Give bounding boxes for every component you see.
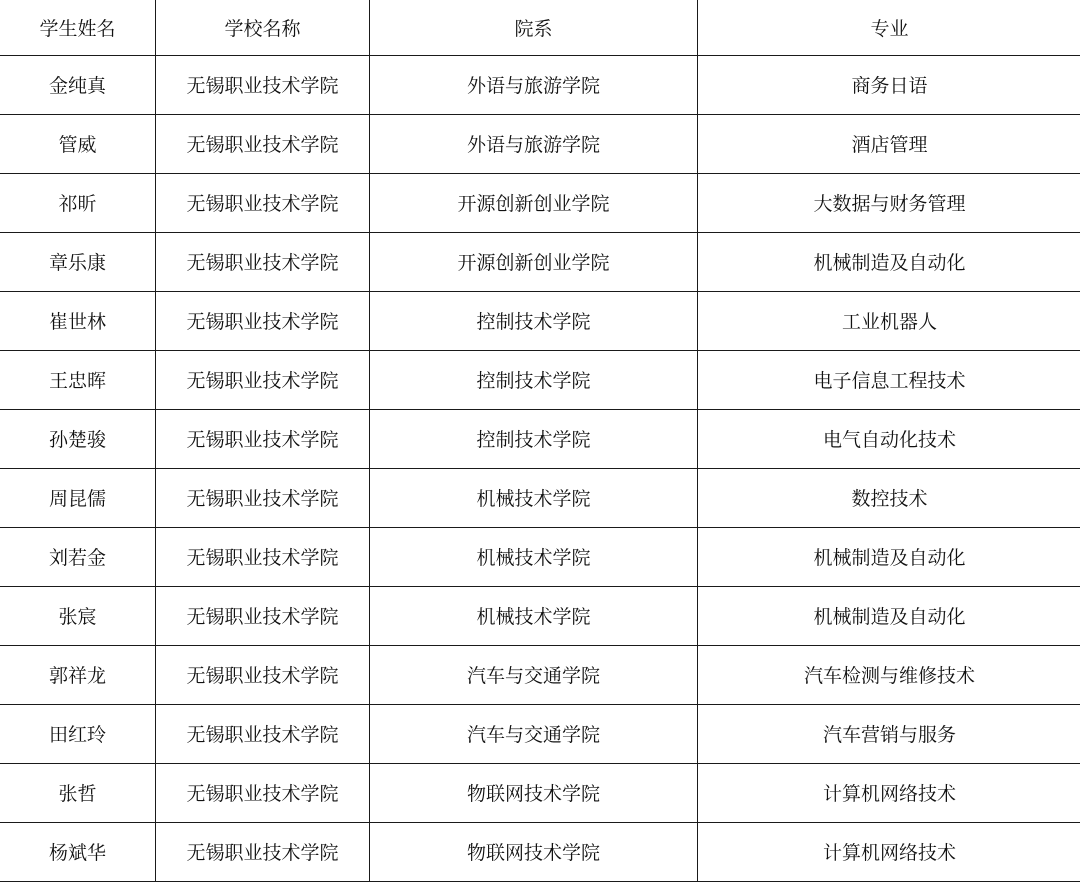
cell-school-name: 无锡职业技术学院: [156, 586, 370, 645]
cell-major: 大数据与财务管理: [698, 173, 1080, 232]
cell-major: 机械制造及自动化: [698, 232, 1080, 291]
table-row: [0, 55, 1080, 114]
table-row: [0, 704, 1080, 763]
cell-school-name: 无锡职业技术学院: [156, 468, 370, 527]
cell-department: 物联网技术学院: [370, 822, 698, 881]
cell-major: 商务日语: [698, 55, 1080, 114]
header-student-name: 学生姓名: [0, 0, 156, 55]
cell-major: 机械制造及自动化: [698, 527, 1080, 586]
cell-department: 汽车与交通学院: [370, 645, 698, 704]
cell-student-name: 张宸: [0, 586, 156, 645]
cell-department: 开源创新创业学院: [370, 232, 698, 291]
cell-school-name: 无锡职业技术学院: [156, 173, 370, 232]
table-row: [0, 586, 1080, 645]
cell-student-name: 王忠晖: [0, 350, 156, 409]
cell-department: 控制技术学院: [370, 291, 698, 350]
cell-department: 外语与旅游学院: [370, 55, 698, 114]
cell-student-name: 张哲: [0, 763, 156, 822]
cell-student-name: 章乐康: [0, 232, 156, 291]
cell-major: 电气自动化技术: [698, 409, 1080, 468]
header-department: 院系: [370, 0, 698, 55]
cell-major: 电子信息工程技术: [698, 350, 1080, 409]
table-row: [0, 409, 1080, 468]
table-row: [0, 114, 1080, 173]
cell-major: 汽车检测与维修技术: [698, 645, 1080, 704]
cell-student-name: 田红玲: [0, 704, 156, 763]
cell-student-name: 孙楚骏: [0, 409, 156, 468]
cell-student-name: 杨斌华: [0, 822, 156, 881]
cell-school-name: 无锡职业技术学院: [156, 232, 370, 291]
cell-school-name: 无锡职业技术学院: [156, 704, 370, 763]
cell-school-name: 无锡职业技术学院: [156, 55, 370, 114]
cell-student-name: 金纯真: [0, 55, 156, 114]
cell-major: 计算机网络技术: [698, 763, 1080, 822]
cell-school-name: 无锡职业技术学院: [156, 822, 370, 881]
table-row: [0, 468, 1080, 527]
cell-department: 机械技术学院: [370, 468, 698, 527]
cell-school-name: 无锡职业技术学院: [156, 527, 370, 586]
cell-department: 物联网技术学院: [370, 763, 698, 822]
table-body: [0, 55, 1080, 881]
cell-major: 工业机器人: [698, 291, 1080, 350]
table-header-row: [0, 0, 1080, 55]
cell-major: 数控技术: [698, 468, 1080, 527]
cell-school-name: 无锡职业技术学院: [156, 763, 370, 822]
cell-school-name: 无锡职业技术学院: [156, 114, 370, 173]
cell-department: 开源创新创业学院: [370, 173, 698, 232]
table-row: [0, 232, 1080, 291]
cell-major: 酒店管理: [698, 114, 1080, 173]
table-row: [0, 291, 1080, 350]
table-row: [0, 173, 1080, 232]
cell-school-name: 无锡职业技术学院: [156, 645, 370, 704]
cell-major: 计算机网络技术: [698, 822, 1080, 881]
cell-department: 机械技术学院: [370, 527, 698, 586]
cell-school-name: 无锡职业技术学院: [156, 409, 370, 468]
cell-department: 外语与旅游学院: [370, 114, 698, 173]
cell-student-name: 周昆儒: [0, 468, 156, 527]
cell-student-name: 祁昕: [0, 173, 156, 232]
cell-school-name: 无锡职业技术学院: [156, 350, 370, 409]
header-school-name: 学校名称: [156, 0, 370, 55]
cell-department: 汽车与交通学院: [370, 704, 698, 763]
header-major: 专业: [698, 0, 1080, 55]
table-row: [0, 763, 1080, 822]
cell-student-name: 刘若金: [0, 527, 156, 586]
table-row: [0, 350, 1080, 409]
cell-department: 控制技术学院: [370, 409, 698, 468]
cell-department: 控制技术学院: [370, 350, 698, 409]
cell-department: 机械技术学院: [370, 586, 698, 645]
cell-student-name: 崔世林: [0, 291, 156, 350]
cell-major: 机械制造及自动化: [698, 586, 1080, 645]
cell-student-name: 郭祥龙: [0, 645, 156, 704]
table-row: [0, 527, 1080, 586]
cell-school-name: 无锡职业技术学院: [156, 291, 370, 350]
table-row: [0, 645, 1080, 704]
cell-major: 汽车营销与服务: [698, 704, 1080, 763]
cell-student-name: 管威: [0, 114, 156, 173]
table-row: [0, 822, 1080, 881]
